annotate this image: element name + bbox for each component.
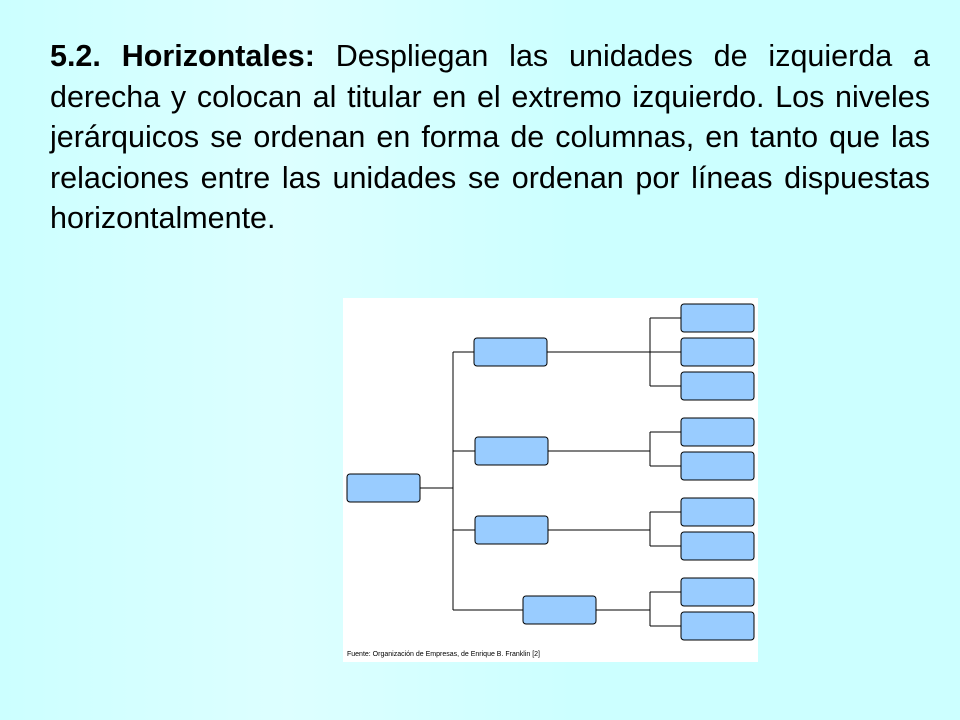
unit-boxes [347, 304, 754, 640]
slide-body-text: Despliegan las unidades de izquierda a derecha y colocan al titular en el extremo izquierdo. Los niveles jerárquicos se ordenan en forma de columnas, en tanto que las relaciones entre las unidades se ordenan por líneas dispuestas horizontalmente. [50, 39, 930, 235]
unit-box-level3-b-1 [681, 418, 754, 446]
unit-box-level3-c-1 [681, 498, 754, 526]
unit-box-level2-c [475, 516, 548, 544]
unit-box-root [347, 474, 420, 502]
source-note: Fuente: Organización de Empresas, de Enrique B. Franklin [2] [347, 651, 540, 658]
unit-box-level3-d-2 [681, 612, 754, 640]
slide-heading: 5.2. Horizontales: [50, 39, 315, 73]
org-chart-panel [343, 298, 758, 662]
unit-box-level3-a-3 [681, 372, 754, 400]
unit-box-level2-b [475, 437, 548, 465]
connector-lines [420, 318, 681, 626]
slide-text [50, 36, 930, 239]
unit-box-level2-a [474, 338, 547, 366]
unit-box-level3-b-2 [681, 452, 754, 480]
horizontal-org-chart [343, 298, 758, 662]
unit-box-level3-c-2 [681, 532, 754, 560]
unit-box-level3-d-1 [681, 578, 754, 606]
unit-box-level3-a-1 [681, 304, 754, 332]
unit-box-level2-d [523, 596, 596, 624]
unit-box-level3-a-2 [681, 338, 754, 366]
